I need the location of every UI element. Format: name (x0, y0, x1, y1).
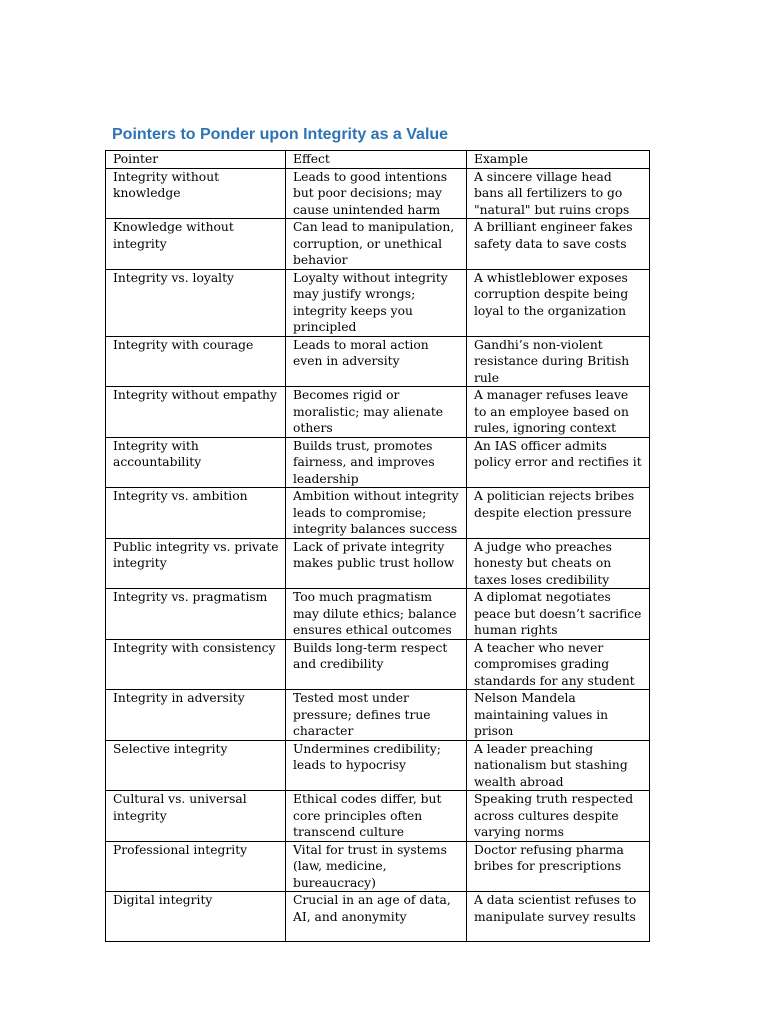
table-row (106, 538, 650, 589)
pointer-cell: Integrity with accountability (106, 437, 286, 488)
effect-cell: Builds long-term respect and credibility (286, 639, 467, 690)
table-row (106, 589, 650, 640)
effect-cell: Builds trust, promotes fairness, and improves leadership (286, 437, 467, 488)
pointer-cell: Professional integrity (106, 841, 286, 892)
column-header-example: Example (467, 151, 650, 169)
effect-cell: Leads to good intentions but poor decisions; may cause unintended harm (286, 168, 467, 219)
table-row (106, 690, 650, 741)
example-cell: A politician rejects bribes despite election pressure (467, 488, 650, 539)
pointer-cell: Digital integrity (106, 892, 286, 942)
example-cell: Doctor refusing pharma bribes for prescriptions (467, 841, 650, 892)
table-row (106, 269, 650, 336)
effect-cell: Too much pragmatism may dilute ethics; balance ensures ethical outcomes (286, 589, 467, 640)
pointer-cell: Public integrity vs. private integrity (106, 538, 286, 589)
table-header-row (106, 151, 650, 169)
example-cell: Nelson Mandela maintaining values in prison (467, 690, 650, 741)
effect-cell: Undermines credibility; leads to hypocrisy (286, 740, 467, 791)
effect-cell: Tested most under pressure; defines true character (286, 690, 467, 741)
table-row (106, 219, 650, 270)
pointer-cell: Cultural vs. universal integrity (106, 791, 286, 842)
example-cell: Speaking truth respected across cultures despite varying norms (467, 791, 650, 842)
integrity-pointers-table (105, 150, 650, 942)
table-row (106, 639, 650, 690)
pointer-cell: Integrity with courage (106, 336, 286, 387)
example-cell: A leader preaching nationalism but stashing wealth abroad (467, 740, 650, 791)
pointer-cell: Integrity without empathy (106, 387, 286, 438)
example-cell: A whistleblower exposes corruption despite being loyal to the organization (467, 269, 650, 336)
table-row (106, 437, 650, 488)
example-cell: A manager refuses leave to an employee based on rules, ignoring context (467, 387, 650, 438)
table-row (106, 168, 650, 219)
table-row (106, 892, 650, 942)
effect-cell: Ethical codes differ, but core principles often transcend culture (286, 791, 467, 842)
table-row (106, 841, 650, 892)
example-cell: A diplomat negotiates peace but doesn’t sacrifice human rights (467, 589, 650, 640)
pointer-cell: Integrity in adversity (106, 690, 286, 741)
table-row (106, 387, 650, 438)
effect-cell: Leads to moral action even in adversity (286, 336, 467, 387)
effect-cell: Lack of private integrity makes public trust hollow (286, 538, 467, 589)
table-row (106, 336, 650, 387)
table-row (106, 791, 650, 842)
pointer-cell: Integrity vs. loyalty (106, 269, 286, 336)
page-title: Pointers to Ponder upon Integrity as a Value (112, 126, 449, 143)
effect-cell: Can lead to manipulation, corruption, or unethical behavior (286, 219, 467, 270)
table-row (106, 488, 650, 539)
pointer-cell: Integrity vs. ambition (106, 488, 286, 539)
effect-cell: Crucial in an age of data, AI, and anonymity (286, 892, 467, 942)
example-cell: A data scientist refuses to manipulate survey results (467, 892, 650, 942)
column-header-effect: Effect (286, 151, 467, 169)
effect-cell: Loyalty without integrity may justify wrongs; integrity keeps you principled (286, 269, 467, 336)
pointer-cell: Integrity with consistency (106, 639, 286, 690)
effect-cell: Vital for trust in systems (law, medicine, bureaucracy) (286, 841, 467, 892)
example-cell: Gandhi’s non-violent resistance during British rule (467, 336, 650, 387)
example-cell: An IAS officer admits policy error and rectifies it (467, 437, 650, 488)
example-cell: A teacher who never compromises grading standards for any student (467, 639, 650, 690)
pointer-cell: Integrity without knowledge (106, 168, 286, 219)
effect-cell: Becomes rigid or moralistic; may alienate others (286, 387, 467, 438)
effect-cell: Ambition without integrity leads to compromise; integrity balances success (286, 488, 467, 539)
table-row (106, 740, 650, 791)
example-cell: A judge who preaches honesty but cheats on taxes loses credibility (467, 538, 650, 589)
column-header-pointer: Pointer (106, 151, 286, 169)
pointer-cell: Integrity vs. pragmatism (106, 589, 286, 640)
example-cell: A sincere village head bans all fertilizers to go "natural" but ruins crops (467, 168, 650, 219)
example-cell: A brilliant engineer fakes safety data to save costs (467, 219, 650, 270)
pointer-cell: Knowledge without integrity (106, 219, 286, 270)
pointer-cell: Selective integrity (106, 740, 286, 791)
